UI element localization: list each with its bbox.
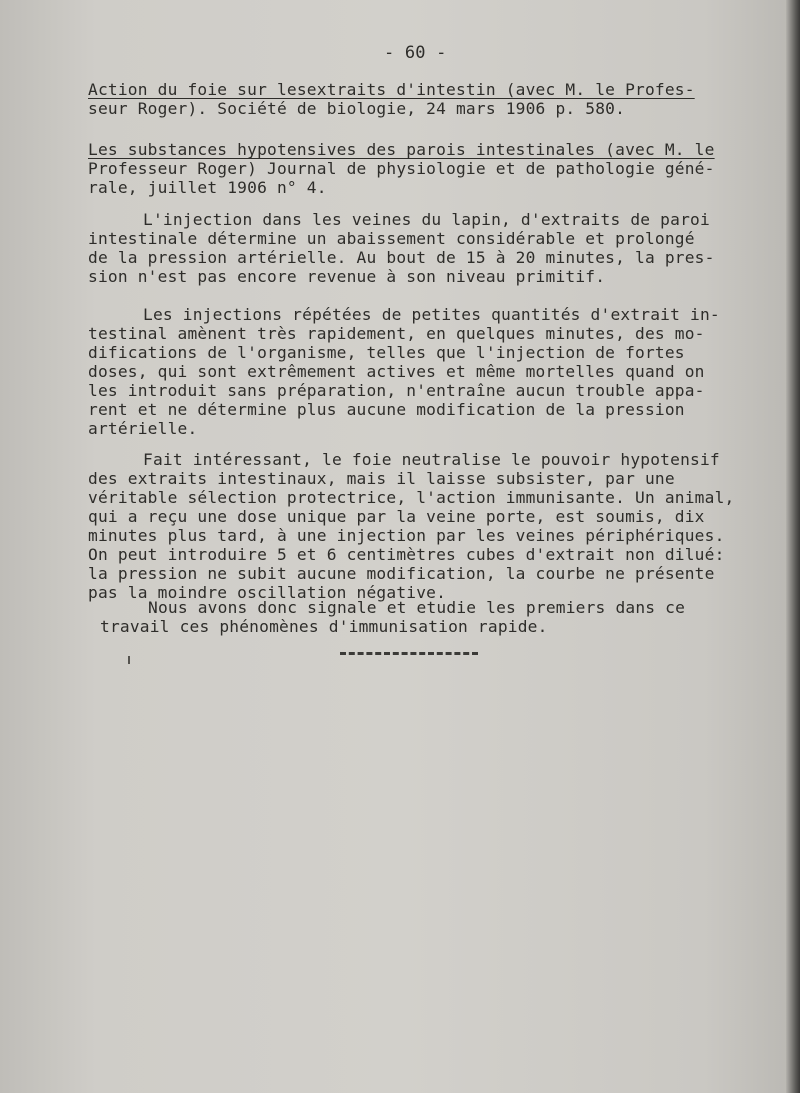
- separator-rule: [340, 652, 478, 655]
- para3-line: véritable sélection protectrice, l'action immunisante. Un animal,: [88, 488, 735, 507]
- para2-line: Les injections répétées de petites quantités d'extrait in-: [143, 305, 720, 324]
- para2-line: artérielle.: [88, 419, 198, 438]
- para2-line: testinal amènent très rapidement, en quelques minutes, des mo-: [88, 324, 705, 343]
- para3-line: la pression ne subit aucune modification, la courbe ne présente: [88, 564, 715, 583]
- ref2-line1: Les substances hypotensives des parois intestinales (avec M. le: [88, 140, 715, 159]
- page-number: - 60 -: [384, 43, 447, 63]
- ref1-line2: seur Roger). Société de biologie, 24 mars 1906 p. 580.: [88, 99, 626, 118]
- para4-line: travail ces phénomènes d'immunisation rapide.: [100, 617, 548, 636]
- para2-line: les introduit sans préparation, n'entraîne aucun trouble appa-: [88, 381, 705, 400]
- para1-line: L'injection dans les veines du lapin, d'extraits de paroi: [143, 210, 710, 229]
- stray-mark: [128, 656, 130, 664]
- para3-line: minutes plus tard, à une injection par les veines périphériques.: [88, 526, 725, 545]
- ref1-line1: Action du foie sur lesextraits d'intestin (avec M. le Profes-: [88, 80, 695, 99]
- page-edge-shadow: [786, 0, 800, 1093]
- para1-line: intestinale détermine un abaissement considérable et prolongé: [88, 229, 695, 248]
- para3-line: pas la moindre oscillation négative.: [88, 583, 447, 602]
- para3-line: Fait intéressant, le foie neutralise le pouvoir hypotensif: [143, 450, 720, 469]
- para3-line: des extraits intestinaux, mais il laisse subsister, par une: [88, 469, 675, 488]
- ref2-line3: rale, juillet 1906 n° 4.: [88, 178, 327, 197]
- para1-line: de la pression artérielle. Au bout de 15 à 20 minutes, la pres-: [88, 248, 715, 267]
- ref2-line2: Professeur Roger) Journal de physiologie et de pathologie géné-: [88, 159, 715, 178]
- para2-line: doses, qui sont extrêmement actives et même mortelles quand on: [88, 362, 705, 381]
- para2-line: difications de l'organisme, telles que l'injection de fortes: [88, 343, 685, 362]
- para3-line: On peut introduire 5 et 6 centimètres cubes d'extrait non dilué:: [88, 545, 725, 564]
- para4-line: Nous avons donc signale et etudie les premiers dans ce: [148, 598, 686, 617]
- para1-line: sion n'est pas encore revenue à son niveau primitif.: [88, 267, 606, 286]
- para2-line: rent et ne détermine plus aucune modification de la pression: [88, 400, 685, 419]
- para3-line: qui a reçu une dose unique par la veine porte, est soumis, dix: [88, 507, 705, 526]
